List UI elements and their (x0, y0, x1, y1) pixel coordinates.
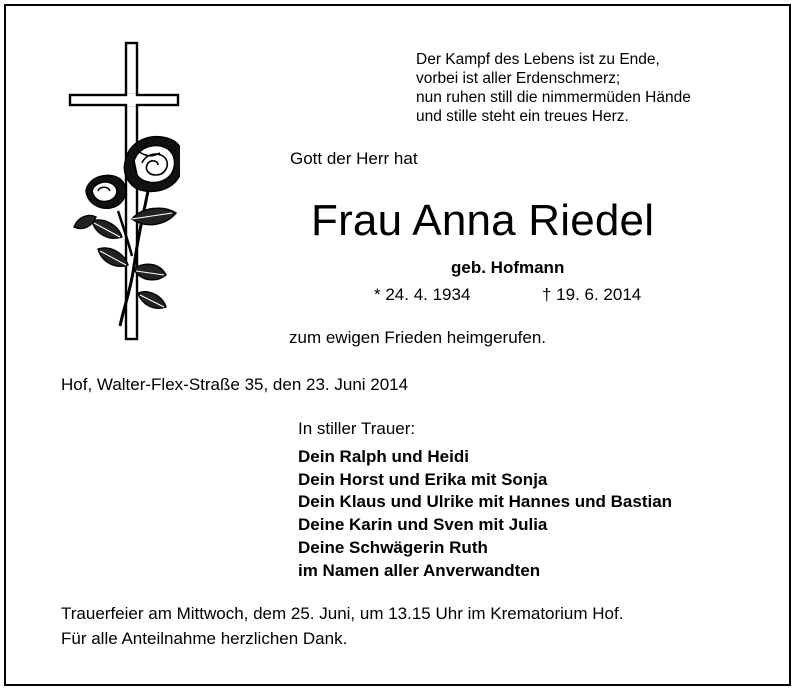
mourner-line: Deine Karin und Sven mit Julia (298, 515, 548, 535)
poem-line: vorbei ist aller Erdenschmerz; (416, 70, 621, 87)
mourner-line: Dein Horst und Erika mit Sonja (298, 469, 548, 489)
mourners-list (298, 446, 672, 582)
maiden-name: geb. Hofmann (451, 258, 565, 277)
birth-date: * 24. 4. 1934 (374, 285, 471, 304)
poem-line: und stille steht ein treues Herz. (416, 108, 629, 125)
mourner-line: im Namen aller Anverwandten (298, 560, 541, 580)
poem (416, 50, 691, 126)
funeral-info: Trauerfeier am Mittwoch, dem 25. Juni, um 13.15 Uhr im Krematorium Hof. (61, 604, 624, 623)
place-date: Hof, Walter-Flex-Straße 35, den 23. Juni 2014 (61, 375, 409, 394)
mourner-line: Deine Schwägerin Ruth (298, 537, 488, 557)
called-home-text: zum ewigen Frieden heimgerufen. (289, 328, 547, 347)
obituary-notice (4, 4, 791, 686)
poem-line: nun ruhen still die nimmermüden Hände (416, 89, 691, 106)
mourner-line: Dein Klaus und Ulrike mit Hannes und Bastian (298, 492, 673, 512)
cross-with-rose-icon (68, 41, 180, 343)
death-date: † 19. 6. 2014 (542, 285, 642, 304)
deceased-name: Frau Anna Riedel (311, 196, 655, 245)
mourning-label: In stiller Trauer: (298, 419, 416, 438)
thanks-text: Für alle Anteilnahme herzlichen Dank. (61, 629, 348, 648)
mourner-line: Dein Ralph und Heidi (298, 447, 469, 466)
poem-line: Der Kampf des Lebens ist zu Ende, (416, 51, 660, 68)
intro-text: Gott der Herr hat (290, 149, 418, 168)
